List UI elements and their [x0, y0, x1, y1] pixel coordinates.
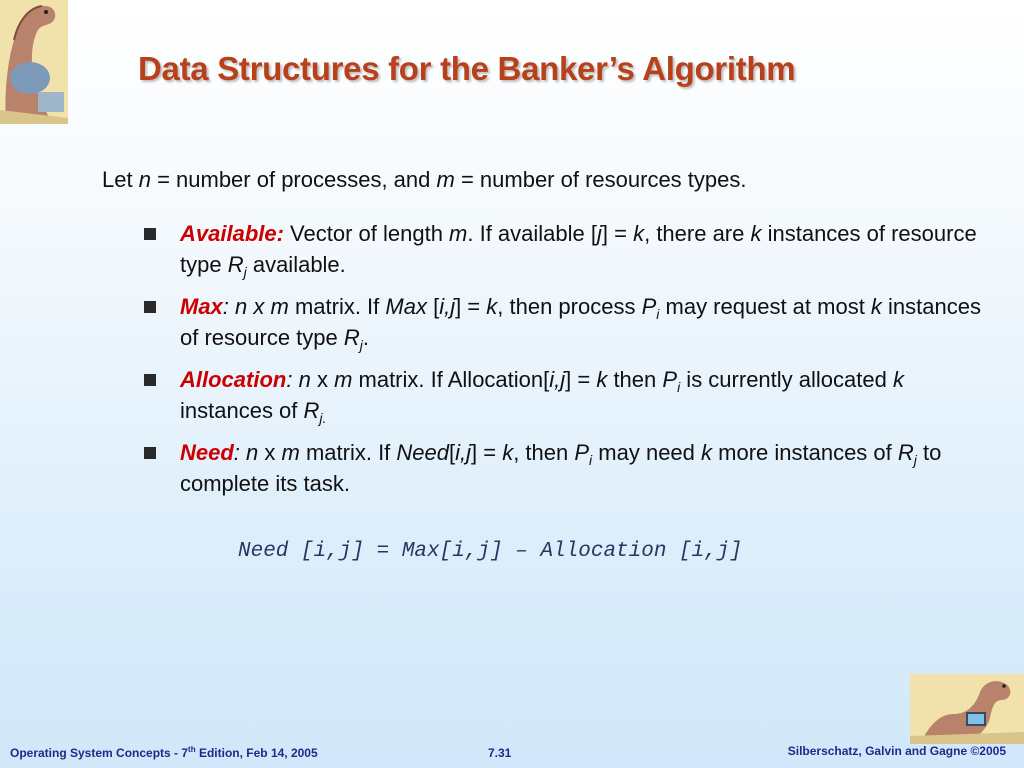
dinosaur-laptop-logo-icon [910, 674, 1024, 744]
term-need: Need [180, 440, 234, 465]
dinosaur-logo-icon [0, 0, 68, 124]
need-formula: Need [i,j] = Max[i,j] – Allocation [i,j] [238, 540, 743, 563]
footer-page-number: 7.31 [488, 746, 512, 760]
bullet-square-icon [144, 447, 156, 459]
bullet-square-icon [144, 374, 156, 386]
definitions-list [140, 218, 1000, 510]
bullet-square-icon [144, 228, 156, 240]
slide-footer [0, 742, 1024, 768]
term-max: Max [180, 294, 223, 319]
list-item-max: Max: n x m matrix. If Max [i,j] = k, then process $P_i$ may request at most k instances of resource type $R_j$. [140, 291, 1000, 353]
list-item-need: Need: n x m matrix. If Need[i,j] = k, then $P_i$ may need k more instances of $R_j$ to complete its task. [140, 437, 1000, 499]
list-item-allocation: Allocation: n x m matrix. If Allocation[i,j] = k then $P_i$ is currently allocated k instances of $R_{j.}$ [140, 364, 1000, 426]
footer-book-title: Operating System Concepts - 7th Edition, Feb 14, 2005 [10, 745, 318, 760]
term-allocation: Allocation [180, 367, 287, 392]
intro-line: Let n = number of processes, and m = number of resources types. [102, 167, 747, 192]
slide-title: Data Structures for the Banker’s Algorithm [138, 50, 796, 87]
term-available: Available [180, 221, 277, 246]
footer-authors: Silberschatz, Galvin and Gagne ©2005 [787, 744, 1006, 758]
bullet-square-icon [144, 301, 156, 313]
list-item-available: Available: Vector of length m. If available [j] = k, there are k instances of resource type $R_j$ available. [140, 218, 1000, 280]
